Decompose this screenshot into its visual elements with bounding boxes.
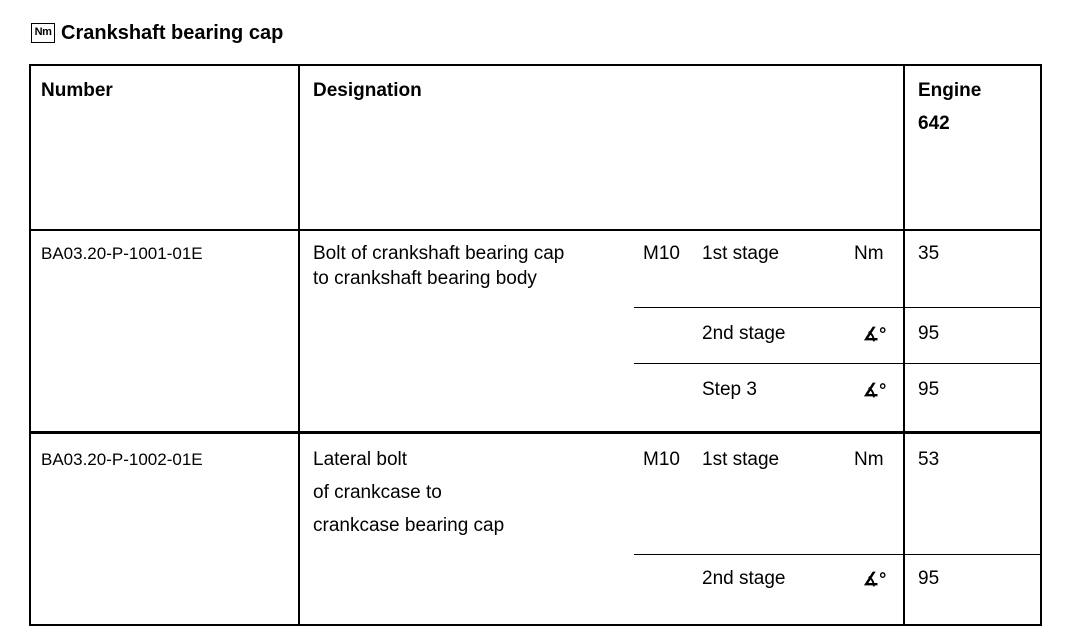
stage-divider — [634, 363, 1041, 364]
designation-text: crankcase bearing cap — [313, 515, 505, 536]
title-text: Crankshaft bearing cap — [61, 21, 284, 44]
stage-label: Step 3 — [702, 379, 757, 400]
thread-size: M10 — [643, 449, 680, 470]
table-border-left — [29, 64, 31, 626]
unit-label: Nm — [854, 243, 884, 264]
angle-degree-icon: ∡° — [863, 569, 887, 589]
stage-label: 1st stage — [702, 449, 780, 470]
header-engine-model: 642 — [918, 113, 950, 134]
stage-label: 2nd stage — [702, 568, 786, 589]
torque-value: 95 — [918, 379, 940, 400]
part-number: BA03.20-P-1001-01E — [41, 244, 203, 263]
stage-divider — [634, 307, 1041, 308]
header-divider — [29, 229, 1041, 231]
designation-text: of crankcase to — [313, 482, 442, 503]
stage-label: 2nd stage — [702, 323, 786, 344]
header-designation: Designation — [313, 80, 422, 101]
torque-value: 53 — [918, 449, 940, 470]
stage-divider — [634, 554, 1041, 555]
torque-nm-icon: Nm — [31, 23, 55, 43]
designation-text: Lateral bolt — [313, 449, 408, 470]
torque-value: 35 — [918, 243, 940, 264]
angle-degree-icon: ∡° — [863, 380, 887, 400]
header-engine: Engine — [918, 80, 982, 101]
angle-degree-icon: ∡° — [863, 324, 887, 344]
section-title — [31, 18, 283, 48]
stage-label: 1st stage — [702, 243, 780, 264]
table-border-right — [1040, 64, 1042, 626]
torque-value: 95 — [918, 323, 940, 344]
table-border-top — [29, 64, 1041, 66]
part-number: BA03.20-P-1002-01E — [41, 450, 203, 469]
table-border-bottom — [29, 624, 1041, 626]
torque-table — [29, 64, 1041, 642]
column-divider — [298, 64, 300, 626]
designation-text: to crankshaft bearing body — [313, 268, 537, 289]
unit-label: Nm — [854, 449, 884, 470]
row-divider — [29, 431, 1041, 434]
column-divider — [903, 64, 905, 626]
header-number: Number — [41, 80, 113, 101]
torque-value: 95 — [918, 568, 940, 589]
designation-text: Bolt of crankshaft bearing cap — [313, 243, 565, 264]
thread-size: M10 — [643, 243, 680, 264]
